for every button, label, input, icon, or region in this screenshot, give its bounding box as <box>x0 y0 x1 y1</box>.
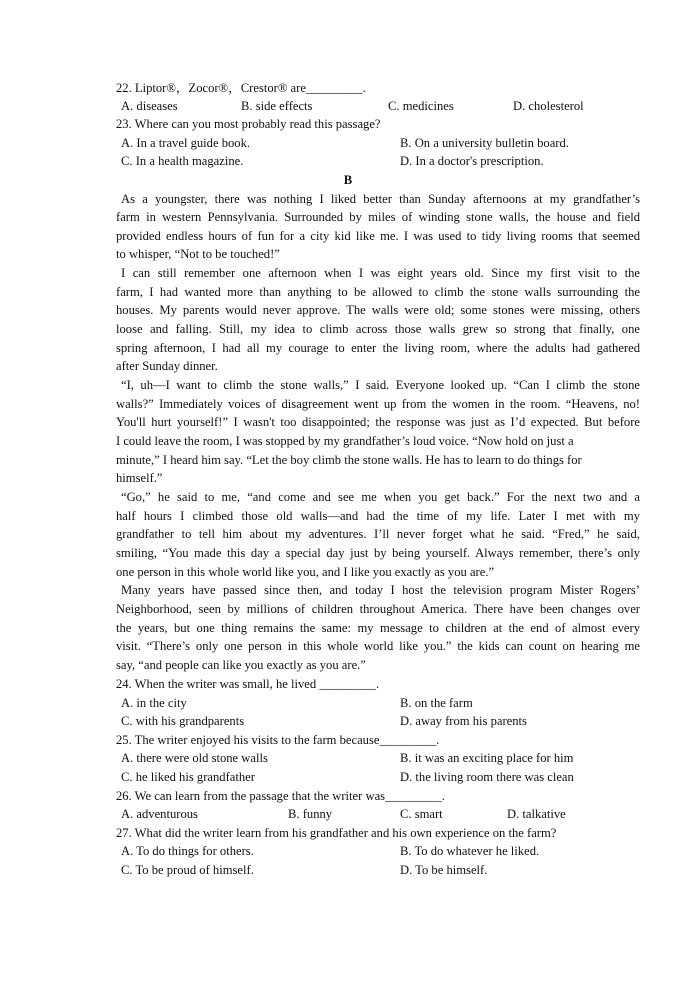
paragraph-2-line: spring afternoon, I had all my courage to enter the living room, where the adults had gathered <box>116 341 640 355</box>
paragraph-5-line: Neighborhood, seen by millions of children throughout America. There have been changes over <box>116 602 640 616</box>
question-24-option-d: D. away from his parents <box>400 714 527 728</box>
paragraph-3-line: himself.” <box>116 471 163 485</box>
question-22-option-b: B. side effects <box>241 99 313 113</box>
question-24-stem: 24. When the writer was small, he lived _________. <box>116 677 380 691</box>
paragraph-1-line: provided endless hours of fun for a city kid like me. I was used to tidy living rooms that seemed <box>116 229 640 243</box>
paragraph-2-line: after Sunday dinner. <box>116 359 218 373</box>
paragraph-2-line: loose and falling. Still, my idea to climb across those walls grew so strong that finally, one <box>116 322 640 336</box>
question-25-option-a: A. there were old stone walls <box>121 751 268 765</box>
question-24-option-c: C. with his grandparents <box>121 714 245 728</box>
question-27-option-a: A. To do things for others. <box>121 844 254 858</box>
paragraph-4-line: one person in this whole world like you, and I like you exactly as you are.” <box>116 565 495 579</box>
paragraph-3-line: minute,” I heard him say. “Let the boy climb the stone walls. He has to learn to do things for <box>116 453 582 467</box>
question-23-stem: 23. Where can you most probably read this passage? <box>116 117 381 131</box>
paragraph-3-line: I could leave the room, I was stopped by my grandfather’s loud voice. “Now hold on just a <box>116 434 574 448</box>
question-24-option-a: A. in the city <box>121 696 187 710</box>
question-27-option-d: D. To be himself. <box>400 863 488 877</box>
question-25-option-c: C. he liked his grandfather <box>121 770 255 784</box>
paragraph-2-line: houses. My parents would never approve. The walls were old; some stones were missing, others <box>116 303 640 317</box>
question-22-stem: 22. Liptor®，Zocor®，Crestor® are_________. <box>116 81 366 95</box>
question-22-option-a: A. diseases <box>121 99 178 113</box>
question-24-option-b: B. on the farm <box>400 696 473 710</box>
question-22-option-c: C. medicines <box>388 99 454 113</box>
paragraph-1-line: to whisper, “Not to be touched!” <box>116 247 280 261</box>
section-heading: B <box>343 173 353 187</box>
paragraph-4-line: “Go,” he said to me, “and come and see me when you get back.” For the next two and a <box>121 490 640 504</box>
paragraph-2-line: I can still remember one afternoon when I was eight years old. Since my first visit to the <box>121 266 640 280</box>
question-26-stem: 26. We can learn from the passage that the writer was_________. <box>116 789 445 803</box>
paragraph-2-line: farm, I had wanted more than anything to be allowed to climb the stone walls surrounding the <box>116 285 640 299</box>
question-23-option-b: B. On a university bulletin board. <box>400 136 569 150</box>
paragraph-5-line: say, “and people can like you exactly as you are.” <box>116 658 366 672</box>
question-23-option-c: C. In a health magazine. <box>121 154 244 168</box>
question-22-option-d: D. cholesterol <box>513 99 584 113</box>
question-25-stem: 25. The writer enjoyed his visits to the farm because_________. <box>116 733 440 747</box>
paragraph-3-line: You'll hurt yourself!” I wasn't too disappointed; the response was just as I’d expected. But before <box>116 415 640 429</box>
paragraph-4-line: smiling, “You made this day a special day just by being yourself. Always remember, there’s only <box>116 546 640 560</box>
paragraph-3-line: walls?” Immediately voices of disagreement went up from the women in the room. “Heavens, no! <box>116 397 640 411</box>
question-23-option-a: A. In a travel guide book. <box>121 136 251 150</box>
question-26-option-d: D. talkative <box>507 807 566 821</box>
question-23-option-d: D. In a doctor's prescription. <box>400 154 544 168</box>
paragraph-5-line: the years, but one thing remains the same: my message to children at the end of almost every <box>116 621 640 635</box>
question-27-stem: 27. What did the writer learn from his grandfather and his own experience on the farm? <box>116 826 557 840</box>
question-25-option-d: D. the living room there was clean <box>400 770 574 784</box>
paragraph-4-line: grandfather to tell him about my adventures. I’ll never forget what he said. “Fred,” he said, <box>116 527 640 541</box>
paragraph-1-line: farm in western Pennsylvania. Surrounded by miles of winding stone walls, the house and field <box>116 210 640 224</box>
paragraph-5-line: visit. “There’s only one person in this whole world like you.” the kids can count on hearing me <box>116 639 640 653</box>
question-25-option-b: B. it was an exciting place for him <box>400 751 574 765</box>
paragraph-4-line: half hours I climbed those old walls—and had the time of my life. Later I met with my <box>116 509 640 523</box>
question-26-option-a: A. adventurous <box>121 807 198 821</box>
question-26-option-b: B. funny <box>288 807 333 821</box>
question-27-option-c: C. To be proud of himself. <box>121 863 254 877</box>
paragraph-5-line: Many years have passed since then, and today I host the television program Mister Rogers’ <box>121 583 640 597</box>
question-26-option-c: C. smart <box>400 807 443 821</box>
paragraph-1-line: As a youngster, there was nothing I liked better than Sunday afternoons at my grandfather’s <box>121 192 640 206</box>
paragraph-3-line: “I, uh—I want to climb the stone walls,” I said. Everyone looked up. “Can I climb the stone <box>121 378 640 392</box>
question-27-option-b: B. To do whatever he liked. <box>400 844 540 858</box>
